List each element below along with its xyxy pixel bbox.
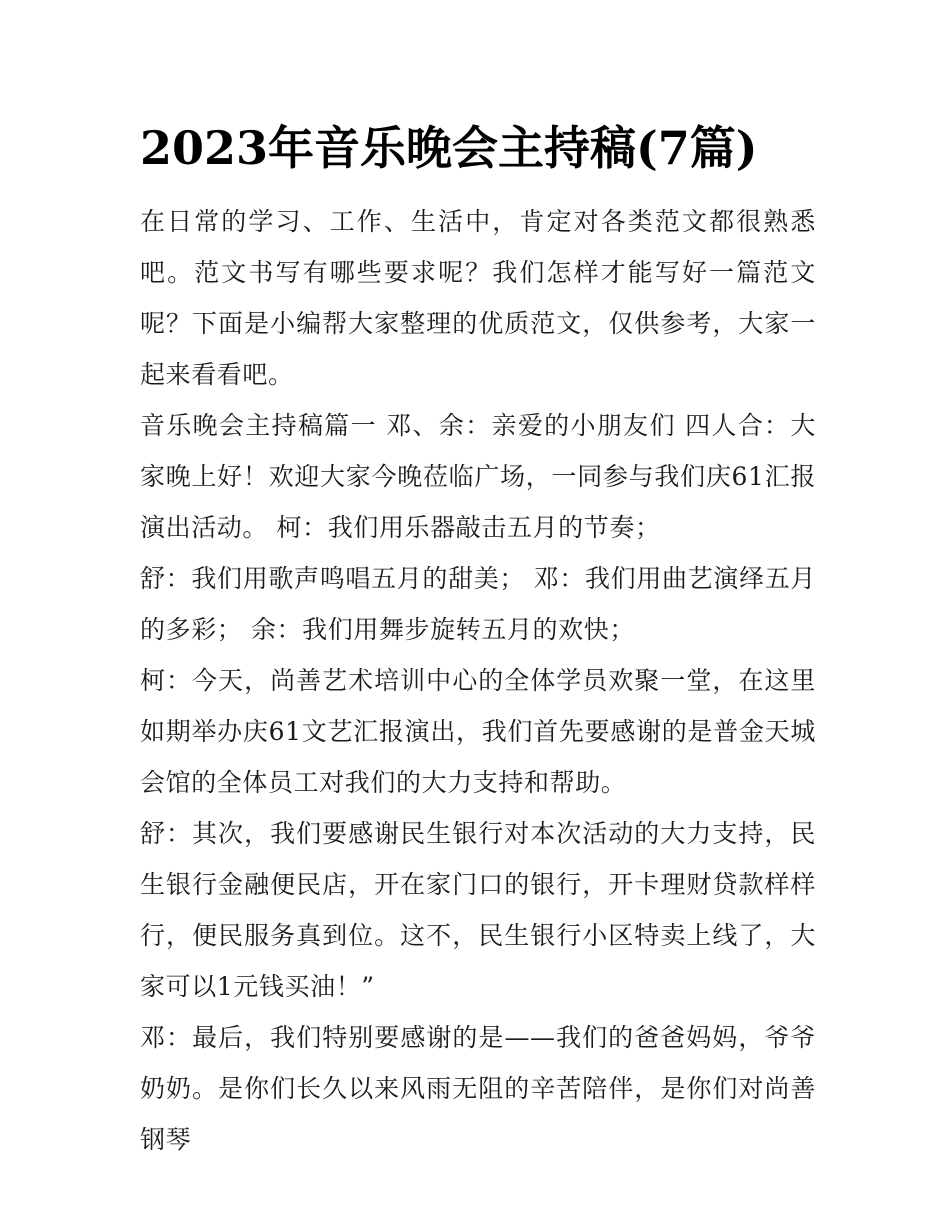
paragraph-thanks-venue: 柯：今天，尚善艺术培训中心的全体学员欢聚一堂，在这里如期举办庆61文艺汇报演出，我们首先要感谢的是普金天城会馆的全体员工对我们的大力支持和帮助。 bbox=[140, 666, 816, 797]
paragraph-thanks-bank: 舒：其次，我们要感谢民生银行对本次活动的大力支持，民生银行金融便民店，开在家门口的银行，开卡理财贷款样样行，便民服务真到位。这不，民生银行小区特卖上线了，大家可以1元钱买油！” bbox=[140, 819, 816, 1001]
paragraph-intro: 在日常的学习、工作、生活中，肯定对各类范文都很熟悉吧。范文书写有哪些要求呢？我们怎样才能写好一篇范文呢？下面是小编帮大家整理的优质范文，仅供参考，大家一起来看看吧。 bbox=[140, 207, 816, 389]
document-body bbox=[140, 196, 816, 1165]
paragraph-opening: 音乐晚会主持稿篇一 邓、余：亲爱的小朋友们 四人合：大家晚上好！欢迎大家今晚莅临广场，一同参与我们庆61汇报演出活动。 柯：我们用乐器敲击五月的节奏； bbox=[140, 411, 816, 542]
document-title: 2023年音乐晚会主持稿(7篇) bbox=[140, 121, 758, 175]
paragraph-host-lines: 舒：我们用歌声鸣唱五月的甜美； 邓：我们用曲艺演绎五月的多彩； 余：我们用舞步旋转五月的欢快； bbox=[140, 564, 816, 644]
paragraph-thanks-parents: 邓：最后，我们特别要感谢的是——我们的爸爸妈妈，爷爷奶奶。是你们长久以来风雨无阻的辛苦陪伴，是你们对尚善钢琴 bbox=[140, 1023, 816, 1154]
